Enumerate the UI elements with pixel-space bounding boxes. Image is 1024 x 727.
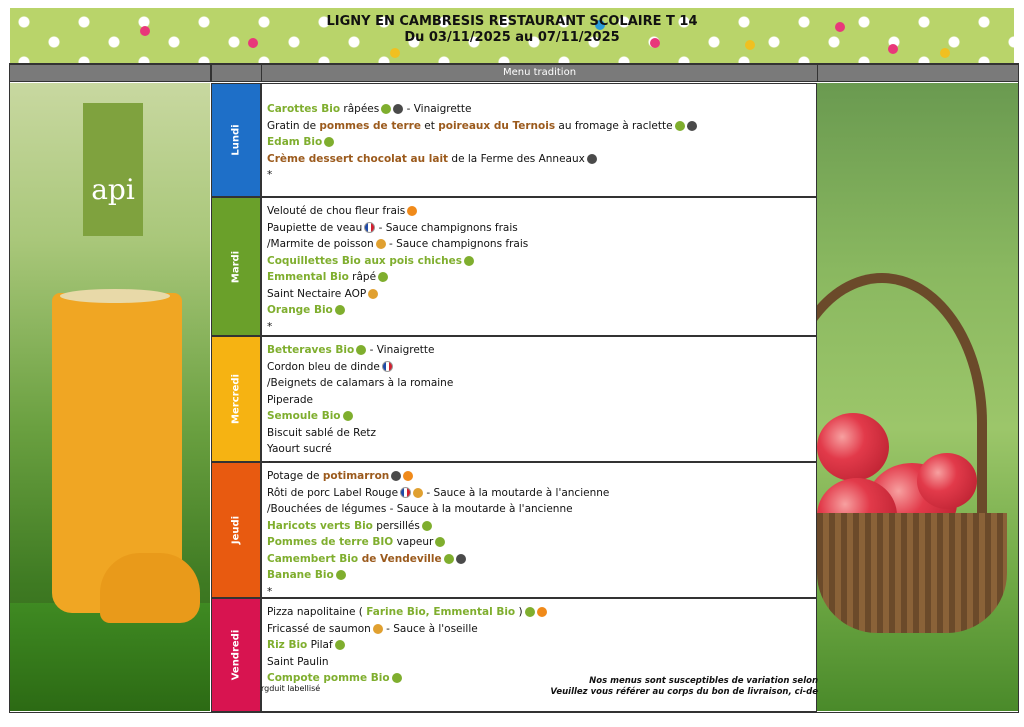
menu-line (267, 485, 811, 502)
local-item: Crème dessert chocolat au lait (267, 152, 449, 165)
bio-badge-icon (525, 607, 535, 617)
menu-line (267, 654, 811, 671)
day-label-lundi (211, 83, 261, 197)
menu-text: Cordon bleu de dinde (267, 360, 380, 373)
organic-item: Emmental Bio (267, 271, 349, 283)
bio-badge-icon (381, 104, 391, 114)
menu-text: Yaourt sucré (267, 443, 332, 455)
page-title (0, 14, 1024, 46)
menu-text: * (267, 169, 273, 181)
day-label-mercredi (211, 336, 261, 462)
homemade-icon (403, 471, 413, 481)
quality-label-icon (373, 624, 383, 634)
day-label-vendredi (211, 598, 261, 712)
homemade-icon (537, 607, 547, 617)
bio-badge-icon (444, 554, 454, 564)
menu-text: Paupiette de veau (267, 221, 363, 234)
menu-text: * (267, 320, 273, 333)
organic-item: Camembert Bio (267, 552, 359, 565)
bio-badge-icon (324, 137, 334, 147)
menu-cell-jeudi (261, 462, 817, 598)
local-product-icon (587, 154, 597, 164)
quality-label-icon (368, 289, 378, 299)
bio-badge-icon (422, 521, 432, 531)
boot-toe (100, 553, 200, 623)
menu-text: au fromage à raclette (555, 119, 673, 132)
left-decoration-photo (10, 83, 210, 711)
day-label-mardi (211, 197, 261, 336)
day-name: Jeudi (230, 515, 242, 545)
quality-label-icon (376, 239, 386, 249)
menu-cell-lundi (261, 83, 817, 197)
organic-item: Farine Bio, Emmental Bio (366, 606, 516, 618)
week-dates: Du 03/11/2025 au 07/11/2025 (404, 30, 620, 45)
menu-line (267, 203, 811, 220)
menu-line (267, 375, 811, 392)
day-name: Vendredi (230, 629, 242, 681)
menu-text: râpé (348, 271, 377, 283)
menu-line (267, 392, 811, 409)
menu-text: /Bouchées de légumes - Sauce à la moutarde à l'ancienne (267, 503, 573, 515)
header-cell-right (817, 64, 1019, 82)
menu-text: /Beignets de calamars à la romaine (267, 377, 454, 389)
header-cell-day (211, 64, 262, 82)
menu-line (267, 302, 811, 319)
menu-text: râpées (340, 103, 380, 115)
day-name: Lundi (230, 124, 242, 156)
day-label-jeudi (211, 462, 261, 598)
local-item: de Vendeville (358, 552, 442, 565)
menu-line (267, 220, 811, 237)
menu-cell-mardi (261, 197, 817, 336)
bio-badge-icon (335, 305, 345, 315)
bio-badge-icon (343, 411, 353, 421)
menu-line (267, 342, 811, 359)
disclaimer (550, 676, 818, 698)
menu-text: et (420, 119, 439, 132)
bio-badge-icon (435, 537, 445, 547)
menu-line (267, 567, 811, 584)
menu-line (267, 518, 811, 535)
organic-item: Orange Bio (267, 304, 333, 316)
menu-line (267, 101, 811, 118)
menu-text: - Vinaigrette (366, 344, 435, 356)
french-origin-icon (364, 222, 375, 233)
bio-badge-icon (675, 121, 685, 131)
menu-text: Saint Paulin (267, 655, 329, 668)
bio-badge-icon (335, 640, 345, 650)
menu-line (267, 534, 811, 551)
boot-opening (60, 289, 170, 303)
menu-text: ) (515, 606, 523, 618)
organic-item: Pommes de terre BIO (267, 536, 394, 548)
menu-text: Gratin de (267, 119, 320, 132)
local-product-icon (687, 121, 697, 131)
local-item: pommes de terre (319, 119, 421, 132)
right-decoration-photo (817, 83, 1018, 711)
menu-line (267, 319, 811, 336)
menu-line (267, 621, 811, 638)
restaurant-name: LIGNY EN CAMBRESIS RESTAURANT SCOLAIRE T 14 (326, 14, 698, 29)
local-item: poireaux du Ternois (438, 119, 556, 132)
organic-item: Semoule Bio (267, 410, 341, 422)
disclaimer-line-1: Nos menus sont susceptibles de variation selon (589, 676, 818, 686)
day-name: Mercredi (230, 374, 242, 424)
organic-item: Haricots verts Bio (267, 519, 373, 532)
menu-line (267, 637, 811, 654)
organic-item: Edam Bio (267, 136, 323, 148)
logo-text: api (91, 173, 135, 206)
menu-text: - Vinaigrette (403, 103, 472, 115)
menu-line (267, 151, 811, 168)
menu-text: Velouté de chou fleur frais (267, 205, 406, 217)
confetti-dot (940, 48, 950, 58)
bio-badge-icon (336, 570, 346, 580)
menu-text: - Sauce champignons frais (375, 221, 518, 234)
menu-text: persillés (372, 519, 420, 532)
menu-line (267, 441, 811, 458)
menu-cell-mercredi (261, 336, 817, 462)
apple (917, 453, 977, 509)
local-product-icon (456, 554, 466, 564)
french-origin-icon (382, 361, 393, 372)
menu-text: - Sauce champignons frais (385, 238, 529, 250)
bio-badge-icon (464, 256, 474, 266)
menu-line (267, 551, 811, 568)
menu-text: Saint Nectaire AOP (267, 287, 367, 300)
apple (817, 413, 889, 481)
french-origin-icon (400, 487, 411, 498)
local-product-icon (391, 471, 401, 481)
label-note: rgduit labellisé (261, 684, 321, 693)
menu-text: vapeur (393, 536, 434, 548)
menu-line (267, 425, 811, 442)
menu-text: - Sauce à la moutarde à l'ancienne (423, 486, 610, 499)
organic-item: Compote pomme Bio (267, 672, 390, 684)
day-name: Mardi (230, 250, 242, 283)
organic-item: Carottes Bio (267, 103, 341, 115)
api-logo (83, 103, 143, 236)
local-product-icon (393, 104, 403, 114)
organic-item: Coquillettes Bio aux pois chiches (267, 254, 462, 267)
column-header-menu: Menu tradition (261, 64, 818, 82)
bio-badge-icon (356, 345, 366, 355)
bio-badge-icon (392, 673, 402, 683)
menu-line (267, 286, 811, 303)
organic-item: Riz Bio (267, 639, 308, 651)
menu-line (267, 359, 811, 376)
menu-text: Potage de (267, 470, 323, 482)
organic-item: Banane Bio (267, 569, 334, 581)
basket (817, 513, 1007, 633)
menu-text: Pizza napolitaine ( (267, 606, 367, 618)
menu-text: * (267, 585, 273, 598)
quality-label-icon (413, 488, 423, 498)
local-item: potimarron (322, 470, 390, 482)
bio-badge-icon (378, 272, 388, 282)
menu-line (267, 501, 811, 518)
menu-text: - Sauce à l'oseille (382, 622, 478, 635)
menu-line (267, 167, 811, 184)
menu-text: Rôti de porc Label Rouge (267, 486, 399, 499)
homemade-icon (407, 206, 417, 216)
menu-line (267, 408, 811, 425)
organic-item: Betteraves Bio (267, 344, 355, 356)
menu-line (267, 134, 811, 151)
menu-line (267, 253, 811, 270)
menu-text: Piperade (267, 393, 314, 406)
menu-line (267, 236, 811, 253)
menu-text: Fricassé de saumon (267, 622, 371, 635)
menu-line (267, 468, 811, 485)
disclaimer-line-2: Veuillez vous référer au corps du bon de livraison, ci-de (550, 687, 818, 697)
menu-text: /Marmite de poisson (267, 238, 374, 250)
menu-line (267, 604, 811, 621)
menu-line (267, 118, 811, 135)
menu-text: Pilaf (307, 639, 333, 651)
confetti-dot (390, 48, 400, 58)
menu-text: de la Ferme des Anneaux (448, 152, 585, 165)
header-cell-left (9, 64, 211, 82)
menu-line (267, 269, 811, 286)
menu-text: Biscuit sablé de Retz (267, 426, 377, 439)
